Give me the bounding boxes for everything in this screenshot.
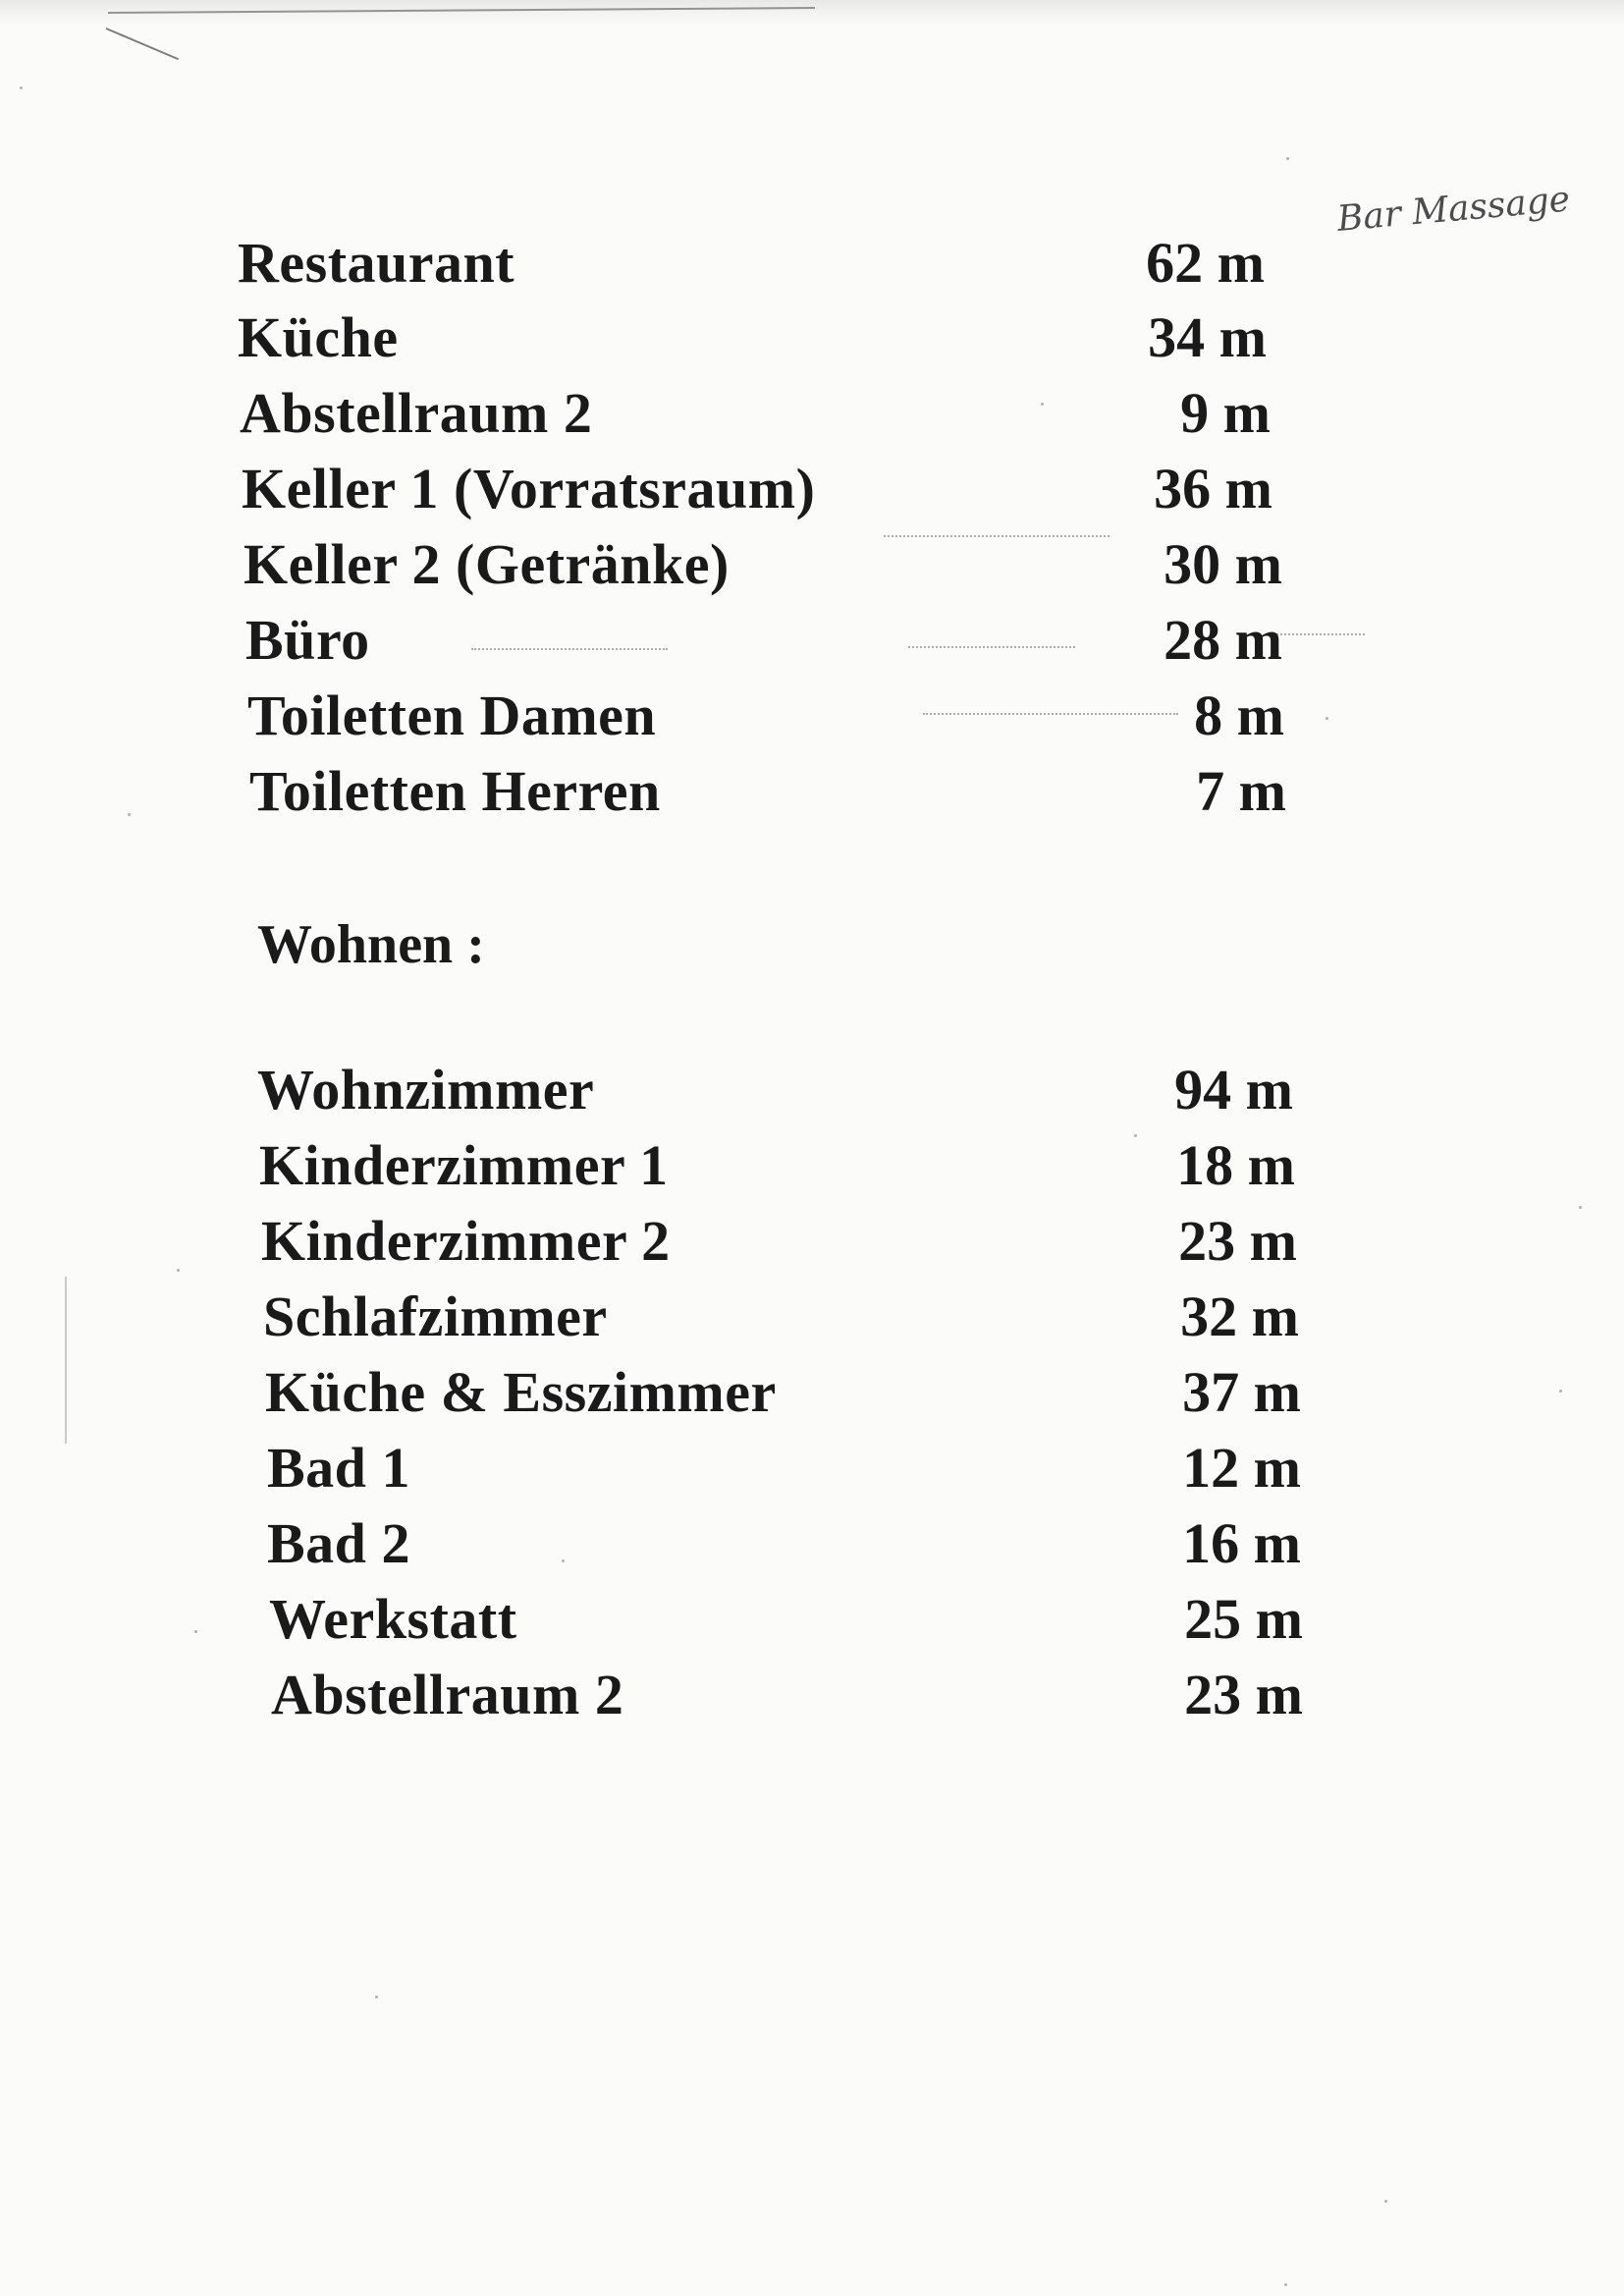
scan-speck (1286, 157, 1289, 160)
list-item (245, 608, 1282, 672)
room-area: 25 m (1184, 1587, 1303, 1651)
scan-noise-dots (1276, 633, 1365, 635)
scan-speck (128, 813, 131, 816)
left-edge-mark (65, 1277, 67, 1444)
room-area: 7 m (1196, 759, 1286, 823)
handwritten-note: Bar Massage (1335, 179, 1572, 240)
room-area: 34 m (1148, 305, 1267, 369)
list-item (267, 1512, 1308, 1575)
scan-speck (1579, 1206, 1582, 1209)
room-name: Toiletten Damen (247, 683, 657, 747)
room-area: 18 m (1176, 1133, 1295, 1197)
room-name: Büro (245, 608, 370, 672)
list-item (263, 1285, 1304, 1348)
room-name: Keller 1 (Vorratsraum) (242, 457, 816, 520)
room-area: 62 m (1146, 231, 1265, 295)
list-item (257, 1059, 1298, 1121)
list-item (249, 759, 1286, 823)
list-item (238, 306, 1269, 369)
room-name: Keller 2 (Getränke) (244, 532, 730, 596)
room-name: Schlafzimmer (263, 1285, 608, 1348)
list-item (259, 1134, 1300, 1197)
room-area: 28 m (1164, 608, 1282, 672)
room-area: 36 m (1154, 457, 1272, 520)
list-item (240, 382, 1271, 445)
room-area: 30 m (1164, 532, 1282, 596)
room-name: Bad 2 (267, 1511, 410, 1575)
scan-speck (375, 1995, 378, 1998)
scan-speck (1326, 717, 1328, 720)
room-area: 16 m (1182, 1511, 1301, 1575)
scan-speck (1284, 2283, 1287, 2286)
scan-speck (194, 1630, 197, 1633)
room-name: Toiletten Herren (249, 759, 661, 823)
room-name: Küche (238, 305, 399, 369)
room-name: Restaurant (238, 231, 515, 295)
list-item (247, 683, 1284, 747)
list-item (269, 1588, 1310, 1651)
room-name: Abstellraum 2 (271, 1663, 624, 1726)
list-item (261, 1210, 1302, 1273)
room-area: 12 m (1182, 1436, 1301, 1500)
room-area: 94 m (1174, 1058, 1293, 1121)
room-name: Kinderzimmer 1 (259, 1133, 669, 1197)
room-area: 8 m (1194, 683, 1284, 747)
list-item (267, 1437, 1308, 1500)
room-name: Wohnzimmer (257, 1058, 595, 1121)
room-name: Bad 1 (267, 1436, 410, 1500)
list-item (265, 1361, 1306, 1424)
room-area: 23 m (1184, 1663, 1303, 1726)
scan-speck (1559, 1390, 1562, 1393)
scan-speck (20, 86, 23, 89)
room-area: 32 m (1180, 1285, 1299, 1348)
room-area: 23 m (1178, 1209, 1297, 1273)
section-heading: Wohnen : (257, 914, 485, 975)
room-name: Werkstatt (269, 1587, 517, 1651)
room-name: Abstellraum 2 (240, 381, 593, 445)
list-item (271, 1664, 1312, 1726)
room-area: 37 m (1182, 1360, 1301, 1424)
scan-speck (1384, 2200, 1387, 2203)
room-name: Küche & Esszimmer (265, 1360, 777, 1424)
list-item (242, 458, 1272, 520)
room-area: 9 m (1180, 381, 1271, 445)
list-item (244, 532, 1282, 596)
corner-crease (106, 27, 179, 60)
scan-speck (177, 1269, 180, 1272)
list-item (238, 232, 1269, 295)
room-name: Kinderzimmer 2 (261, 1209, 671, 1273)
